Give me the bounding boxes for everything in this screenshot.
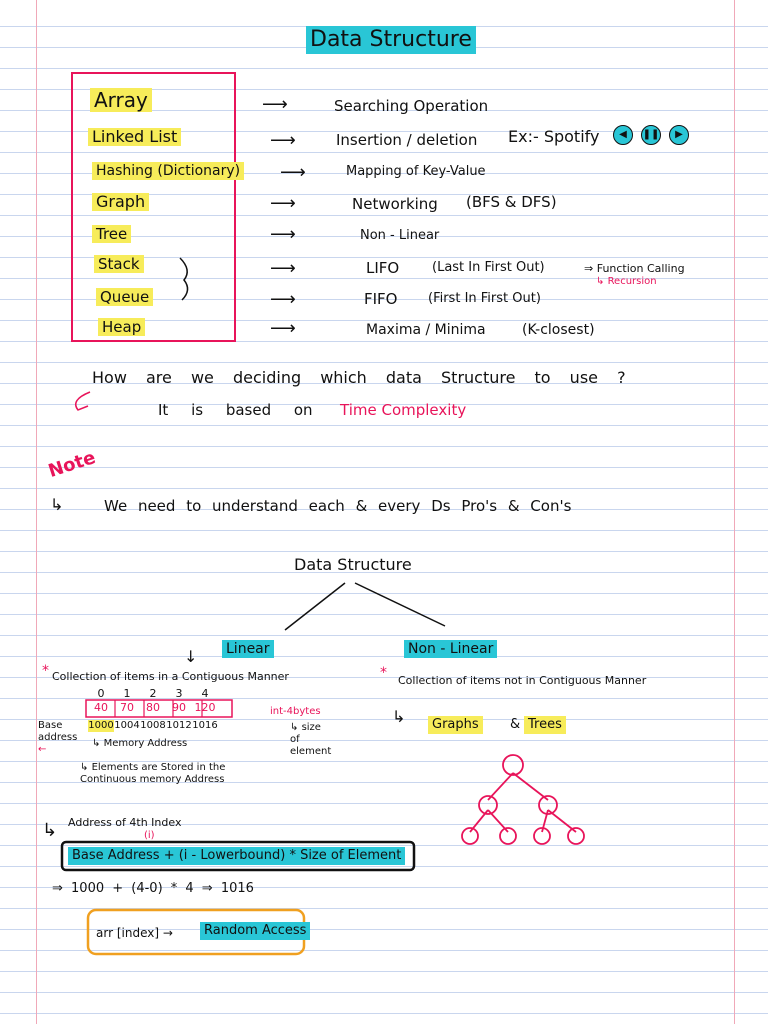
base-address-label: Base address ← [38, 720, 78, 755]
array-values: 40 70 80 90 120 [94, 701, 216, 714]
page-title: Data Structure [306, 26, 476, 54]
ds-name-queue: Queue [96, 288, 153, 306]
note-label: Note [45, 447, 99, 482]
down-arrow-icon: ↓ [184, 647, 198, 666]
ds-use-heap: Maxima / Minima [366, 322, 486, 338]
ds-use-linked-list: Insertion / deletion [336, 131, 478, 149]
ds-name-linked-list: Linked List [88, 128, 181, 146]
ds-name-array: Array [90, 88, 152, 112]
int-bytes-note: int-4bytes [270, 706, 321, 717]
arrow-icon: ⟶ [270, 258, 296, 279]
pause-icon: ❚❚ [641, 125, 661, 145]
formula-text: Base Address + (i - Lowerbound) * Size of Element [68, 847, 405, 865]
tree-diagram [462, 755, 584, 844]
answer-prefix: It is based on [158, 401, 313, 419]
queue-extra: (First In First Out) [428, 291, 541, 306]
linear-label: Linear [222, 640, 274, 658]
nonlinear-label: Non - Linear [404, 640, 497, 658]
play-icon: ▶ [669, 125, 689, 145]
arrow-icon: ⟶ [270, 289, 296, 310]
array-addresses: 10001004100810121016 [88, 720, 218, 731]
function-calling-note: ⇒ Function Calling [584, 262, 685, 275]
memory-address-note: ↳ Memory Address [92, 738, 188, 749]
graphs-label: Graphs [428, 716, 483, 734]
tree-node [568, 828, 584, 844]
arrow-icon: ⟶ [262, 94, 288, 115]
ds-name-heap: Heap [98, 318, 145, 336]
arrow-icon: ⟶ [280, 162, 306, 183]
formula-arrow-icon: ↳ [42, 820, 58, 841]
graph-extra: (BFS & DFS) [466, 193, 557, 211]
ds-use-graph: Networking [352, 195, 438, 213]
size-of-element-note: ↳ size of element [290, 722, 332, 757]
previous-icon: ◀ [613, 125, 633, 145]
asterisk-icon: * [380, 665, 387, 681]
heap-extra: (K-closest) [522, 322, 595, 338]
tree-branch-left [285, 583, 345, 630]
tree-node [503, 755, 523, 775]
recursion-note: ↳ Recursion [596, 276, 657, 287]
tree-node [500, 828, 516, 844]
ds-use-array: Searching Operation [334, 97, 489, 115]
tree-node [462, 828, 478, 844]
answer-highlight: Time Complexity [340, 401, 467, 419]
stored-note: ↳ Elements are Stored in the Continuous memory Address [80, 762, 226, 785]
arrow-icon: ⟶ [270, 224, 296, 245]
tree-branch-right [355, 583, 445, 626]
stack-queue-brace [180, 258, 188, 300]
random-access-label: Random Access [200, 922, 310, 940]
arrow-icon: ⟶ [270, 130, 296, 151]
subarrow-icon: ↳ [392, 707, 406, 726]
ds-use-hashing: Mapping of Key-Value [346, 164, 486, 179]
asterisk-icon: * [42, 663, 49, 679]
ds-use-queue: FIFO [364, 290, 398, 308]
arr-index-text: arr [index] → [96, 926, 173, 940]
ds-use-tree: Non - Linear [360, 228, 440, 243]
note-arrow-icon: ↳ [50, 495, 64, 514]
ds-name-stack: Stack [94, 255, 144, 273]
trees-label: Trees [524, 716, 566, 734]
calc-text: ⇒ 1000 + (4-0) * 4 ⇒ 1016 [52, 881, 254, 896]
address-title: Address of 4th Index [68, 816, 182, 829]
linear-desc: Collection of items in a Contiguous Manner [52, 670, 289, 683]
arrow-icon: ⟶ [270, 193, 296, 214]
spotify-example: Ex:- Spotify [508, 127, 600, 146]
nonlinear-desc: Collection of items not in Contiguous Manner [398, 674, 647, 687]
question-arrow [76, 392, 90, 410]
stack-extra: (Last In First Out) [432, 260, 545, 275]
arrow-icon: ⟶ [270, 318, 296, 339]
ds-name-graph: Graph [92, 193, 149, 211]
address-marker: (i) [144, 830, 155, 841]
array-indices: 0 1 2 3 4 [97, 687, 209, 700]
amp-symbol: & [510, 717, 521, 732]
ds-name-tree: Tree [92, 225, 131, 243]
ds-name-hashing: Hashing (Dictionary) [92, 162, 244, 180]
question-text: How are we deciding which data Structure to use ? [92, 368, 626, 387]
tree-root-label: Data Structure [294, 555, 412, 574]
note-text: We need to understand each & every Ds Pro's & Con's [104, 497, 572, 515]
ds-use-stack: LIFO [366, 259, 400, 277]
